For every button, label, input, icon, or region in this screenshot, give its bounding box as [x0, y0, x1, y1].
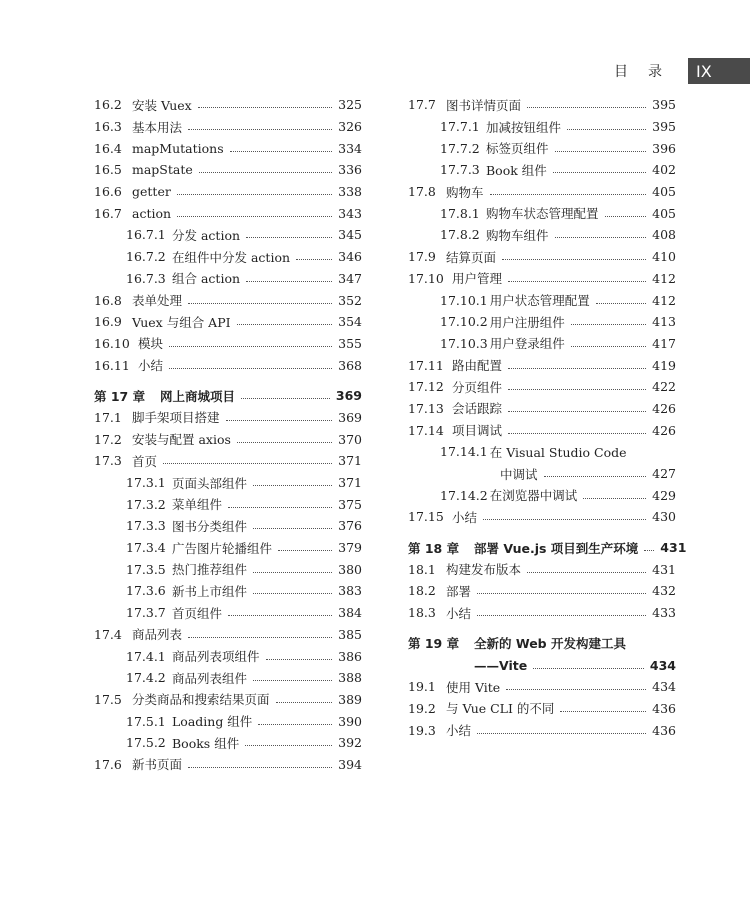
toc-entry: [408, 484, 676, 506]
entry-number: 17.5.1: [126, 713, 166, 729]
dot-leader: [258, 724, 332, 725]
entry-title: 分发 action: [172, 227, 241, 243]
entry-title: 购物车组件: [486, 227, 549, 243]
entry-title: 构建发布版本: [446, 562, 522, 578]
entry-title: 热门推荐组件: [172, 562, 248, 578]
entry-number: 17.3.5: [126, 561, 166, 577]
entry-page-number: 343: [338, 205, 362, 221]
entry-number: 17.4.2: [126, 670, 166, 686]
entry-page-number: 402: [652, 162, 676, 178]
toc-entry: [408, 333, 676, 355]
dot-leader: [226, 420, 333, 421]
entry-title: Books 组件: [172, 735, 240, 751]
entry-page-number: 432: [652, 583, 676, 599]
entry-title: action: [132, 205, 172, 221]
dot-leader: [253, 680, 332, 681]
entry-title: 商品列表组件: [172, 670, 248, 686]
toc-entry: [94, 311, 362, 333]
entry-page-number: 392: [338, 735, 362, 751]
entry-number: 17.9: [408, 249, 436, 265]
dot-leader: [278, 550, 332, 551]
dot-leader: [533, 668, 644, 669]
entry-title: 网上商城项目: [160, 388, 236, 404]
dot-leader: [477, 733, 646, 734]
entry-title: 安装 Vuex: [132, 97, 192, 113]
toc-entry: [408, 202, 676, 224]
dot-leader: [483, 519, 646, 520]
entry-number: 17.7.2: [440, 140, 480, 156]
entry-number: 第 19 章: [408, 636, 460, 652]
entry-page-number: 422: [652, 379, 676, 395]
dot-leader: [245, 745, 332, 746]
toc-entry: [94, 137, 362, 159]
entry-page-number: 386: [338, 648, 362, 664]
toc-entry: [408, 181, 676, 203]
entry-number: 18.1: [408, 561, 436, 577]
entry-page-number: 334: [338, 140, 362, 156]
toc-entry: [408, 116, 676, 138]
dot-leader: [237, 442, 332, 443]
entry-number: 17.10.3: [440, 335, 488, 351]
entry-title: 结算页面: [446, 249, 497, 265]
entry-number: 17.6: [94, 756, 122, 772]
entry-number: 18.3: [408, 605, 436, 621]
entry-number: 17.10.2: [440, 314, 488, 330]
toc-entry: [94, 732, 362, 754]
dot-leader: [477, 593, 646, 594]
entry-title: 用户登录组件: [489, 336, 565, 352]
dot-leader: [644, 550, 654, 551]
dot-leader: [477, 615, 646, 616]
entry-number: 16.7: [94, 205, 122, 221]
entry-number: 16.7.1: [126, 227, 166, 243]
entry-page-number: 436: [652, 700, 676, 716]
entry-title: 图书分类组件: [172, 518, 248, 534]
page-number: IX: [688, 58, 750, 84]
toc-entry: [94, 159, 362, 181]
entry-number: 16.9: [94, 314, 122, 330]
toc-entry: [94, 333, 362, 355]
toc-entry: [94, 181, 362, 203]
entry-title: 项目调试: [452, 423, 503, 439]
entry-page-number: 433: [652, 605, 676, 621]
entry-page-number: 388: [338, 670, 362, 686]
entry-title: 分页组件: [452, 379, 503, 395]
entry-page-number: 385: [338, 626, 362, 642]
entry-page-number: 417: [652, 335, 676, 351]
entry-page-number: 394: [338, 756, 362, 772]
entry-number: 16.4: [94, 140, 122, 156]
entry-page-number: 419: [652, 357, 676, 373]
dot-leader: [188, 637, 332, 638]
entry-page-number: 436: [652, 722, 676, 738]
toc-entry: [94, 202, 362, 224]
entry-page-number: 426: [652, 400, 676, 416]
dot-leader: [583, 498, 646, 499]
entry-title: 小结: [138, 358, 164, 374]
entry-number: 17.13: [408, 400, 444, 416]
dot-leader: [188, 767, 332, 768]
dot-leader: [177, 194, 332, 195]
entry-page-number: 347: [338, 270, 362, 286]
entry-page-number: 431: [660, 540, 687, 556]
entry-number: 16.2: [94, 97, 122, 113]
dot-leader: [502, 259, 646, 260]
entry-page-number: 380: [338, 561, 362, 577]
entry-number: 17.4: [94, 626, 122, 642]
entry-page-number: 429: [652, 487, 676, 503]
toc-entry: [408, 580, 676, 602]
entry-number: 17.10.1: [440, 292, 488, 308]
entry-page-number: 427: [652, 466, 676, 482]
toc-entry: [408, 159, 676, 181]
dot-leader: [253, 485, 332, 486]
entry-page-number: 371: [338, 475, 362, 491]
dot-leader: [571, 324, 646, 325]
toc-entry: [408, 94, 676, 116]
dot-leader: [230, 151, 332, 152]
dot-leader: [246, 281, 332, 282]
toc-entry: [94, 472, 362, 494]
entry-number: 16.7.3: [126, 270, 166, 286]
entry-number: 17.7.3: [440, 162, 480, 178]
entry-title: 与 Vue CLI 的不同: [446, 701, 555, 717]
dot-leader: [169, 368, 332, 369]
entry-page-number: 395: [652, 97, 676, 113]
dot-leader: [198, 107, 332, 108]
entry-title: 小结: [446, 605, 472, 621]
entry-title: 在浏览器中调试: [489, 488, 578, 504]
dot-leader: [246, 237, 332, 238]
entry-title: 在组件中分发 action: [172, 249, 291, 265]
dot-leader: [560, 711, 646, 712]
entry-page-number: 336: [338, 162, 362, 178]
entry-page-number: 369: [335, 388, 362, 404]
toc-entry: [408, 558, 676, 580]
entry-number: 17.14.2: [440, 487, 488, 503]
toc-entry: [94, 450, 362, 472]
toc-entry: [94, 268, 362, 290]
dot-leader: [228, 507, 332, 508]
entry-title: 加减按钮组件: [486, 119, 562, 135]
dot-leader: [266, 659, 333, 660]
entry-title: 新书页面: [132, 757, 183, 773]
entry-title: ——Vite: [474, 657, 528, 673]
dot-leader: [544, 476, 647, 477]
toc-entry: [408, 419, 676, 441]
entry-page-number: 352: [338, 292, 362, 308]
entry-page-number: 431: [652, 561, 676, 577]
entry-page-number: 368: [338, 357, 362, 373]
dot-leader: [253, 572, 332, 573]
toc-entry: [408, 268, 676, 290]
entry-number: 17.12: [408, 379, 444, 395]
entry-page-number: 412: [652, 292, 676, 308]
entry-page-number: 434: [652, 679, 676, 695]
entry-title: 安装与配置 axios: [132, 432, 231, 448]
toc-entry: [94, 515, 362, 537]
dot-leader: [253, 593, 332, 594]
entry-number: 17.1: [94, 409, 122, 425]
dot-leader: [508, 368, 646, 369]
entry-title: 商品列表: [132, 627, 183, 643]
dot-leader: [596, 303, 646, 304]
entry-page-number: 412: [652, 270, 676, 286]
entry-page-number: 370: [338, 431, 362, 447]
dot-leader: [199, 172, 332, 173]
entry-page-number: 405: [652, 184, 676, 200]
entry-number: 17.3: [94, 453, 122, 469]
entry-number: 16.11: [94, 357, 130, 373]
toc-entry: [408, 311, 676, 333]
dot-leader: [296, 259, 332, 260]
toc-entry: [94, 407, 362, 429]
toc-chapter-entry: [408, 633, 676, 655]
page-header: [614, 58, 750, 84]
entry-page-number: 325: [338, 97, 362, 113]
toc-entry: [94, 289, 362, 311]
entry-number: 17.15: [408, 509, 444, 525]
entry-title: 首页: [132, 453, 158, 469]
entry-number: 17.3.1: [126, 475, 166, 491]
running-title: 目录: [614, 64, 682, 80]
entry-title: 用户管理: [452, 271, 503, 287]
entry-number: 16.6: [94, 184, 122, 200]
entry-number: 第 18 章: [408, 540, 460, 556]
entry-number: 17.3.6: [126, 583, 166, 599]
toc-left-column: [94, 94, 362, 775]
entry-title: 部署 Vue.js 项目到生产环境: [474, 540, 639, 556]
dot-leader: [553, 172, 646, 173]
toc-entry: [94, 428, 362, 450]
entry-number: 17.4.1: [126, 648, 166, 664]
entry-number: 16.5: [94, 162, 122, 178]
entry-title: mapState: [132, 162, 193, 178]
entry-number: 19.2: [408, 700, 436, 716]
toc-entry: [94, 94, 362, 116]
entry-number: 17.7: [408, 97, 436, 113]
entry-number: 19.1: [408, 679, 436, 695]
entry-page-number: 326: [338, 119, 362, 135]
entry-number: 17.5.2: [126, 735, 166, 751]
entry-page-number: 408: [652, 227, 676, 243]
toc-entry: [94, 558, 362, 580]
entry-number: 17.5: [94, 691, 122, 707]
entry-page-number: 376: [338, 518, 362, 534]
entry-number: 17.10: [408, 270, 444, 286]
entry-number: 17.8.1: [440, 205, 480, 221]
entry-page-number: 375: [338, 496, 362, 512]
entry-page-number: 371: [338, 453, 362, 469]
entry-title: 模块: [138, 336, 164, 352]
entry-title: 小结: [452, 509, 478, 525]
entry-page-number: 405: [652, 205, 676, 221]
entry-page-number: 354: [338, 314, 362, 330]
entry-page-number: 389: [338, 691, 362, 707]
entry-page-number: 410: [652, 249, 676, 265]
dot-leader: [571, 346, 646, 347]
toc-chapter-entry: [408, 537, 687, 559]
entry-title: 菜单组件: [172, 497, 223, 513]
dot-leader: [188, 129, 332, 130]
toc-entry: [408, 441, 676, 463]
entry-title: 小结: [446, 723, 472, 739]
toc-entry: [408, 602, 676, 624]
toc-entry: [408, 676, 676, 698]
entry-number: 16.10: [94, 335, 130, 351]
entry-number: 17.8.2: [440, 227, 480, 243]
entry-page-number: 413: [652, 314, 676, 330]
dot-leader: [527, 572, 646, 573]
entry-title: 新书上市组件: [172, 583, 248, 599]
entry-title: 表单处理: [132, 293, 183, 309]
dot-leader: [555, 237, 647, 238]
entry-title: 会话跟踪: [452, 401, 503, 417]
entry-title: 路由配置: [452, 358, 503, 374]
entry-title: 购物车: [446, 184, 484, 200]
toc-entry: [94, 689, 362, 711]
entry-number: 17.7.1: [440, 119, 480, 135]
toc-entry: [408, 376, 676, 398]
entry-title: 广告图片轮播组件: [172, 540, 273, 556]
entry-page-number: 379: [338, 540, 362, 556]
entry-title: 用户状态管理配置: [489, 293, 590, 309]
entry-title: 使用 Vite: [446, 679, 501, 695]
entry-title: 组合 action: [172, 271, 241, 287]
toc-right-column: [408, 94, 687, 741]
toc-entry: [408, 463, 676, 485]
entry-page-number: 369: [338, 409, 362, 425]
dot-leader: [188, 303, 332, 304]
entry-number: 17.3.3: [126, 518, 166, 534]
entry-number: 17.2: [94, 431, 122, 447]
entry-title: 全新的 Web 开发构建工具: [474, 636, 626, 652]
toc-entry: [94, 116, 362, 138]
toc-entry: [94, 754, 362, 776]
entry-number: 16.3: [94, 119, 122, 135]
entry-title: 标签页组件: [486, 141, 549, 157]
entry-number: 17.8: [408, 184, 436, 200]
dot-leader: [527, 107, 646, 108]
dot-leader: [490, 194, 647, 195]
entry-page-number: 383: [338, 583, 362, 599]
entry-title: Book 组件: [486, 162, 547, 178]
entry-title: 用户注册组件: [489, 314, 565, 330]
entry-number: 第 17 章: [94, 388, 146, 404]
dot-leader: [506, 689, 646, 690]
entry-title: 部署: [446, 583, 472, 599]
dot-leader: [228, 615, 332, 616]
entry-number: 17.3.2: [126, 496, 166, 512]
dot-leader: [508, 411, 646, 412]
dot-leader: [605, 216, 647, 217]
toc-entry: [408, 224, 676, 246]
toc-entry: [94, 624, 362, 646]
toc-entry: [94, 710, 362, 732]
dot-leader: [555, 151, 647, 152]
entry-number: 17.14: [408, 422, 444, 438]
entry-number: 16.8: [94, 292, 122, 308]
toc-entry: [94, 645, 362, 667]
dot-leader: [241, 398, 330, 399]
toc-entry: [408, 698, 676, 720]
entry-title: 脚手架项目搭建: [132, 410, 220, 426]
dot-leader: [237, 324, 333, 325]
entry-number: 17.3.4: [126, 540, 166, 556]
entry-number: 17.3.7: [126, 605, 166, 621]
entry-title: 商品列表项组件: [172, 649, 260, 665]
entry-page-number: 346: [338, 249, 362, 265]
entry-page-number: 430: [652, 509, 676, 525]
toc-entry: [94, 354, 362, 376]
toc-entry: [408, 246, 676, 268]
toc-chapter-entry: [94, 385, 362, 407]
entry-title: 中调试: [500, 466, 538, 482]
entry-page-number: 426: [652, 422, 676, 438]
toc-entry: [408, 137, 676, 159]
dot-leader: [508, 281, 646, 282]
entry-title: Vuex 与组合 API: [132, 314, 231, 330]
toc-entry: [408, 506, 676, 528]
entry-title: 购物车状态管理配置: [486, 206, 599, 222]
entry-title: 首页组件: [172, 605, 223, 621]
entry-title: Loading 组件: [172, 714, 253, 730]
toc-entry: [94, 537, 362, 559]
dot-leader: [163, 463, 332, 464]
dot-leader: [276, 702, 333, 703]
dot-leader: [567, 129, 646, 130]
entry-page-number: 338: [338, 184, 362, 200]
toc-entry: [94, 246, 362, 268]
entry-number: 17.11: [408, 357, 444, 373]
dot-leader: [177, 216, 332, 217]
entry-page-number: 390: [338, 713, 362, 729]
toc-entry: [94, 602, 362, 624]
entry-number: 17.14.1: [440, 444, 488, 460]
entry-number: 16.7.2: [126, 249, 166, 265]
entry-title: 页面头部组件: [172, 475, 248, 491]
toc-entry: [94, 667, 362, 689]
entry-title: 在 Visual Studio Code: [489, 444, 627, 460]
entry-page-number: 395: [652, 119, 676, 135]
toc-entry: [408, 354, 676, 376]
toc-entry: [408, 289, 676, 311]
entry-number: 19.3: [408, 722, 436, 738]
entry-title: getter: [132, 184, 171, 200]
toc-entry: [94, 580, 362, 602]
toc-entry: [408, 719, 676, 741]
dot-leader: [253, 528, 332, 529]
toc-entry: [94, 493, 362, 515]
entry-page-number: 384: [338, 605, 362, 621]
entry-title: 分类商品和搜索结果页面: [132, 692, 270, 708]
toc-chapter-entry: [408, 654, 676, 676]
entry-title: 图书详情页面: [446, 97, 522, 113]
toc-entry: [94, 224, 362, 246]
dot-leader: [508, 389, 646, 390]
entry-page-number: 345: [338, 227, 362, 243]
entry-page-number: 355: [338, 335, 362, 351]
entry-title: mapMutations: [132, 140, 224, 156]
dot-leader: [169, 346, 332, 347]
entry-page-number: 434: [649, 657, 676, 673]
entry-title: 基本用法: [132, 119, 183, 135]
dot-leader: [508, 433, 646, 434]
toc-entry: [408, 398, 676, 420]
entry-number: 18.2: [408, 583, 436, 599]
entry-page-number: 396: [652, 140, 676, 156]
